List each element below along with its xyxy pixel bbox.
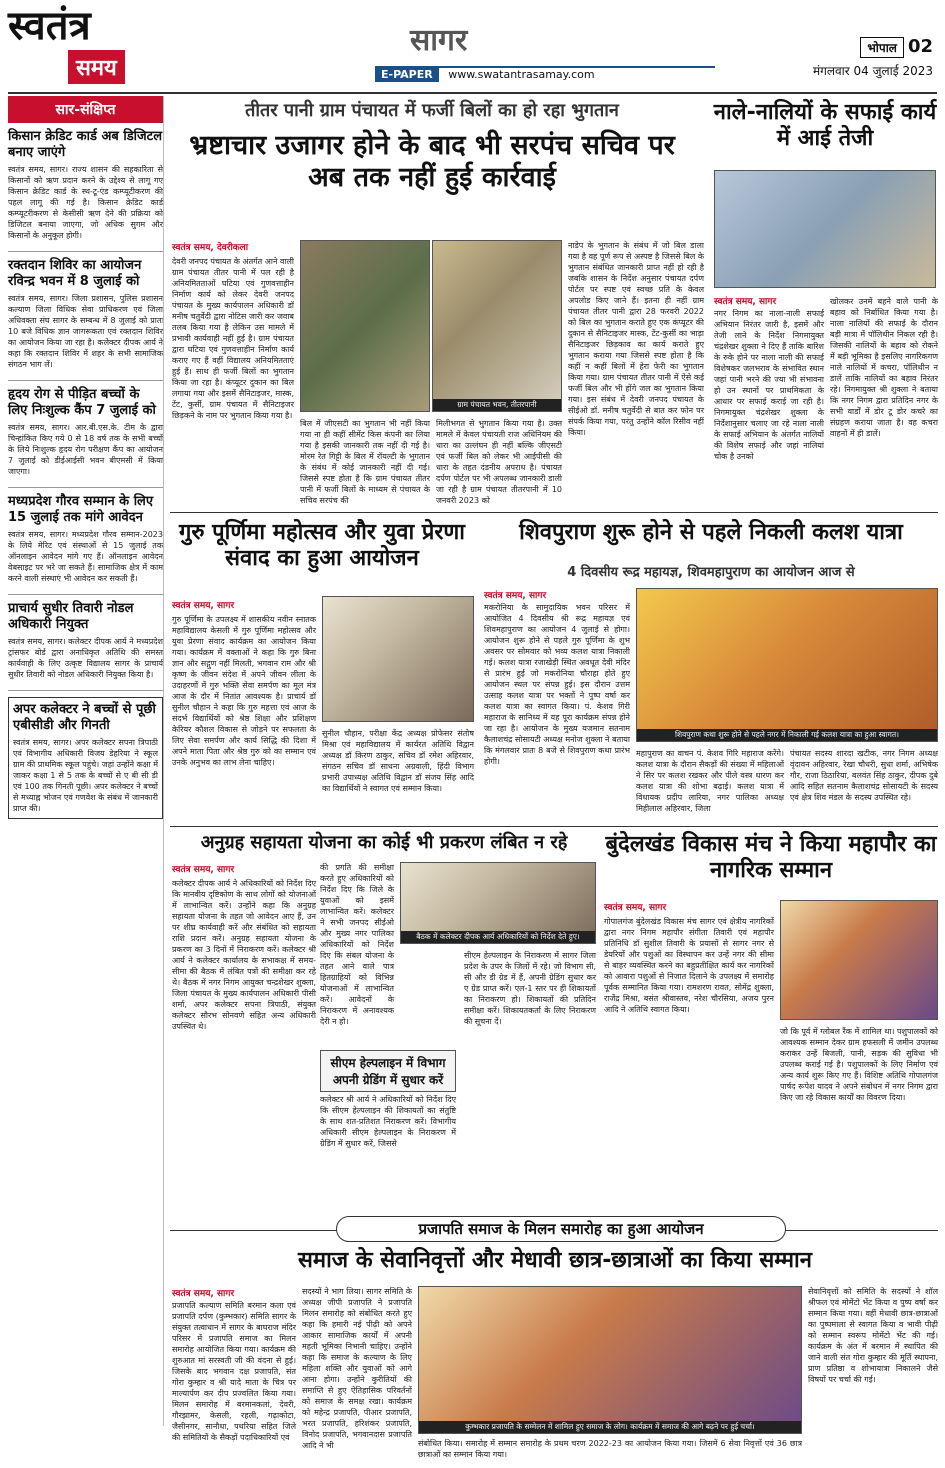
epaper-bar (375, 66, 715, 84)
story3-body-col2: सुनील चौहान, परीक्षा केंद्र अध्यक्ष प्रोफेसर संतोष मिश्रा एवं महाविद्यालय में कार्यरत अतिथि विद्वान अध्यक्ष डॉ किरण ठाकुर, सचिव डॉ रमेश अहिरवार, संगठन सचिव डॉ साधना अग्रवाली, हिंदी विभाग प्रभारी उपाध्यक्ष अतिथि विद्वान डॉ संजय सिंह आदि का विद्यार्थियों ने स्वागत एवं सम्मान किया। (322, 729, 474, 793)
story4-photo-caption: शिवपुराण कथा शुरू होने से पहले नगर में निकाली गई कलश यात्रा का हुआ स्वागत। (637, 729, 937, 741)
brief-divider (8, 487, 163, 488)
masthead-divider (8, 92, 937, 94)
story4-byline: स्वतंत्र समय, सागर (484, 591, 547, 601)
story4-body-col2: महापुराण का वाचन पं. केशव गिरि महाराज करेंगे। कलश यात्रा के दौरान सैकड़ों की संख्या में महिलाओं ने सिर पर कलश रखकर और पीले वस्त्र धारण कर कलश यात्रा की शोभा बढ़ाई। कलश यात्रा में विधायक प्रदीप लारिया, नगर पालिका अध्यक्ष मिहीलाल अहिरवार, जिला (636, 749, 784, 813)
brief-title: रक्तदान शिविर का आयोजन रविन्द्र भवन में 8 जुलाई को (8, 258, 142, 289)
section-divider (170, 826, 938, 827)
story2-body-col1: नगर निगम का नाला-नाली सफाई अभियान निरंतर जारी है, इसमें और तेजी लाने के निर्देश निगमायुक्त चंद्रशेखर शुक्ला ने दिए हैं ताकि बारिश के रुके होने पर नाला नाली की सफाई विशेषकर जलभराव के संभावित स्थान जहां पानी भरने की ज्या भी संभावना हो उन स्थानों पर प्राथमिकता के आधार पर सफाई कराई जा रही है। निगमायुक्त चंद्रशेखर शुक्ला के निर्देशानुसार चलाए जा रहे नाला नाली के सफाई अभियान के अंतर्गत नालियों की विशेष सफाई और जहां नालियां चोक है उनको (714, 309, 824, 461)
story1-body-col2: बिल में जीएसटी का भुगतान भी नहीं किया गया ना ही कहीं सीमेंट किस कंपनी का लिया गया है इसकी जानकारी तक नहीं दी गई है। मोरम रेत गिट्टी के बिल में रॉयल्टी के भुगतान के संबंध में कोई जानकारी नहीं दी गई। जिससे स्पष्ट होता है कि ग्राम पंचायत तीतर पानी में फर्जी बिलों के माध्यम से पंचायत के सचिव सरपंच की (300, 419, 430, 505)
story2-photo (714, 170, 936, 288)
story4-headline: शिवपुराण शुरू होने से पहले निकली कलश यात्रा (519, 520, 903, 545)
story5-headline: अनुग्रह सहायता योजना का कोई भी प्रकरण लंबित न रहे (200, 832, 568, 853)
story7-kicker: प्रजापति समाज के मिलन समारोह का हुआ आयोजन (336, 1216, 786, 1242)
story6-body-col1: गोपालगंज बुंदेलखंड विकास मंच सागर एवं क्षेत्रीय नागरिकों द्वारा नगर निगम महापौर संगीता तिवारी एवं महापौर प्रतिनिधि डॉ सुशील तिवारी के प्रयासों से सागर नगर से डेयरियों और पशुओं का विस्थापन कर उन्हें नगर की सीमा से बाहर व्यवस्थित करने का बहुप्रतीक्षित कार्य कर नागरिकों को आवारा पशुओं से निजात दिलाने के उपलक्ष्य में समारोह पूर्वक सम्मानित किया गया। रामशरण रावत, सोमेंद्र शुक्ला, राजेंद्र मिश्रा, बसंत श्रीवास्तव, नरेश चौरसिया, अजय पुरन आदि ने अतिथि स्वागत किया। (604, 917, 774, 1014)
brief-title: किसान क्रेडिट कार्ड अब डिजिटल बनाए जाएंगे (8, 129, 163, 160)
brief-body: स्वतंत्र समय, सागर। मध्यप्रदेश गौरव सम्मान-2023 के लिये मेरिट एवं संस्थाओं से 15 जुलाई तक ऑनलाइन आवेदन मांगे गए हैं। ऑनलाइन आवेदन वेबसाइट पर भरे जा सकते हैं। सामाजिक क्षेत्र में काम करने वाली संस्थाएं भी आवेदन कर सकती हैं। (8, 530, 163, 583)
brief-body: स्वतंत्र समय, सागर। जिला प्रशासन, पुलिस प्रशासन कल्याण जिला विधिक सेवा प्राधिकरण एवं जिला अधिवक्ता संघ सागर के सम्बन्ध में 8 जुलाई को प्रातः 10 बजे विधिक ज्ञान जागरूकता एवं रक्तदान शिविर का आयोजन किया जा रहा है। कलेक्टर दीपक आर्य ने कहा कि रक्तदान शिविर में शहर के सभी सामाजिक संगठन भाग लें। (8, 294, 163, 369)
story1-kicker: तीतर पानी ग्राम पंचायत में फर्जी बिलों का हो रहा भुगतान (245, 100, 619, 121)
brief-body: स्वतंत्र समय, सागर। कलेक्टर दीपक आर्य ने मध्यप्रदेश ट्रांसफर बोर्ड द्वारा अनाधिकृत अतिथि की समस्त कार्यवाही के लिए उत्कृष्ट विद्यालय सागर के प्राचार्य सुधीर तिवारी को नोडल अधिकारी नियुक्त किया है। (8, 637, 163, 679)
story7-headline: समाज के सेवानिवृत्तों और मेधावी छात्र-छात्राओं का किया सम्मान (298, 1248, 812, 1273)
story6-byline: स्वतंत्र समय, सागर (604, 903, 667, 913)
story5-body-col1: कलेक्टर दीपक आर्य ने अधिकारियों को निर्देश दिए कि मानवीय दृष्टिकोण के साथ लोगों को योजनाओं में लाभान्वित करें। उन्होंने कहा कि अनुग्रह सहायता योजना के तहत जो आवेदन आए हैं, उन पर शीघ्र कार्यवाही करें और संबंधित को सहायता राशि प्रदान करें। अनुग्रह सहायता योजना के प्रकरण का 3 दिनों में निराकरण करें। कलेक्टर श्री आर्य ने कलेक्टर कार्यालय के सभाकक्ष में समय-सीमा की बैठक में लंबित पत्रों की समीक्षा कर रहे थे। बैठक में नगर निगम आयुक्त चन्द्रशेखर शुक्ला, जिला पंचायत के मुख्य कार्यपालन अधिकारी पीसी शर्मा, अपर कलेक्टर सपना त्रिपाठी, संयुक्त कलेक्टर सौरभ सोनवणे सहित अन्य अधिकारी उपस्थित थे। (172, 879, 316, 1031)
story5-inbox-heading: सीएम हेल्पलाइन में विभाग अपनी ग्रेडिंग में सुधार करें (320, 1050, 456, 1092)
brief-body: स्वतंत्र समय, सागर। राज्य शासन की सहकारिता से किसानों को ऋण प्रदान करने के उद्देश्य से लागू गए किसान क्रेडिट कार्ड के स्थ-टू-एंड कम्प्यूटीकरण की पहल लागू की गई है। किसान क्रेडिट कार्ड कम्प्यूटरीकरण से केसीसी ऋण देने की प्रक्रिया को डिजिटल बनाया जाएगा, जो अधिक सुगम और किसानों के अनुकूल होगी। (8, 165, 163, 240)
story3-body-col1: गुरु पूर्णिमा के उपलक्ष्य में शासकीय नवीन स्नातक महाविद्यालय केसली में गुरु पूर्णिमा महोत्सव और युवा प्रेरणा संवाद कार्यक्रम का आयोजन किया गया। कार्यक्रम में वक्ताओं ने कहा कि गुरु बिना ज्ञान और सद्गुण नहीं मिलती, भगवान राम और श्री कृष्ण के जीवन संदेश में अपने जीवन लीला के उदाहरणों में गुरु भक्ति सेवा समर्पण का मूल मंत्र आज के दौर में नितांत आवश्यक है। प्राचार्य डॉ सुनील चौहान ने कहा कि गुरु महत्ता एवं आज के संदर्भ विद्यार्थियों को श्रेष्ठ शिक्षा और प्रशिक्षण केरियर कौशल विकास से जोड़ने पर सफलता के लिए सेवा समर्पण और कार्य सिद्धि की दिशा में अपने माता पिता और श्रेष्ठ गुरु को का सम्मान एवं उनके अनुभव का लाभ लेना चाहिए। (172, 615, 316, 767)
brief-divider (8, 251, 163, 252)
brief-item (8, 387, 163, 477)
story7-photo-caption: कुम्भकार प्रजापति के सम्मेलन में शामिल हुए समाज के लोग। कार्यक्रम में समाज की आगे बढ़ने पर हुई चर्चा। (419, 1421, 801, 1433)
story4-photo (636, 588, 938, 742)
page-number: 02 (907, 36, 933, 57)
brief-divider (8, 380, 163, 381)
brief-item (8, 601, 163, 680)
story5-body-col2: की प्रगति की समीक्षा करते हुए अधिकारियों को निर्देश दिए कि जिले के युवाओं को इसमें लाभान्वित करें। कलेक्टर ने सभी जनपद सीईओ और मुख्य नगर पालिका अधिकारियों को निर्देश दिए कि संबल योजना के तहत आने वाले पात्र हितग्राहियों को विभिन्न योजनाओं में लाभान्वित करें। आवेदनों के निराकरण में अनावश्यक देरी न हो। (320, 863, 394, 1026)
story5-photo-caption: बैठक में कलेक्टर दीपक आर्य अधिकारियों को निर्देश देते हुए। (401, 931, 595, 943)
brief-item (8, 258, 163, 370)
brief-item-boxed (8, 697, 163, 819)
story1-photo-caption: ग्राम पंचायत भवन, तीतरपानी (433, 399, 561, 411)
brief-title: अपर कलेक्टर ने बच्चों से पूछी एबीसीडी और गिनती (13, 702, 156, 733)
story1-field-photo (300, 240, 430, 412)
issue-date: मंगलवार 04 जुलाई 2023 (812, 64, 933, 78)
brief-body: स्वतंत्र समय, सागर। आर.बी.एस.के. टीम के द्वारा चिन्हांकित किए गये 0 से 18 वर्ष तक के सभी बच्चों के लिये निःशुल्क हृदय रोग परीक्षण कैंप का आयोजन 7 जुलाई को डीईआईसी भवन बीएमसी में किया जाएगा। (8, 423, 163, 476)
brief-title: मध्यप्रदेश गौरव सम्मान के लिए 15 जुलाई तक मांगे आवेदन (8, 494, 154, 525)
section-divider (170, 512, 938, 513)
story7-bottom-line: संबोधित किया। समारोह में सम्मान समारोह के प्रथम चरण 2022-23 का आयोजन किया गया। जिसमें 6 सेवा निवृत्तों एवं 36 छात्र छात्राओं का सम्मान किया गया। (418, 1439, 802, 1459)
brief-divider (8, 594, 163, 595)
story3-byline: स्वतंत्र समय, सागर (172, 601, 235, 611)
brief-body: स्वतंत्र समय, सागर। अपर कलेक्टर सपना त्रिपाठी एवं विभागीय अधिकारी विजय डेहरिया ने स्कूल ग्राम की प्राथमिक स्कूल पहुंचे। जहां उन्होंने कक्षा में जाकर कक्षा 1 से 5 तक के बच्चों से ए बी सी डी एवं 100 तक गिनती पूछी। अपर कलेक्टर ने बच्चों से मध्याह्न भोजन एवं गणवेश के संबंध में जानकारी प्राप्त की। (13, 738, 158, 813)
brief-divider (8, 690, 163, 691)
story5-body-col4: कलेक्टर श्री आर्य ने अधिकारियों को निर्देश दिए कि सीएम हेल्पलाइन की शिकायतों का संतुष्टि के साथ शत-प्रतिशत निराकरण करें। विभागीय अधिकारी सीएम हेल्पलाइन के निराकरण में ग्रेडिंग में सुधार करें, जिससे (320, 1095, 456, 1148)
page-info (813, 36, 933, 79)
story2-headline: नाले-नालियों के सफाई कार्य में आई तेजी (713, 100, 937, 152)
story7-photo (418, 1286, 802, 1434)
newspaper-logo (8, 4, 158, 90)
story4-body-col3: पंचायत सदस्य शारदा खटीक, नगर निगम अध्यक्ष वृंदावन अहिरवार, रेखा चौधरी, सुधा शर्मा, अभिषेक गौर, राजा ठिठारिया, बलवंत सिंह ठाकुर, दीपक दुबे आदि सहित सतनाम कैलाशचंद्र सोसायटी के सदस्य एवं क्षेत्र शिव मंडल के सदस्य उपस्थित रहे। (790, 749, 938, 802)
logo-bottom-text: समय (68, 50, 125, 84)
story4-subhead: 4 दिवसीय रूद्र महायज्ञ, शिवमहापुराण का आयोजन आज से (567, 565, 855, 580)
story7-body-col3: सेवानिवृत्तों को समिति के सदस्यों ने शॉल श्रीफल एवं मोमेंटो भेंट किया व पुष्प वर्षा कर सम्मान किया गया। वहीं मेधावी छात्र-छात्राओं का पुष्पमाला से स्वागत किया व भावी पीढ़ी को सम्मान स्वरूप मोमेंटो भेंट की गई। कार्यक्रम के अंत में बरमान में स्थापित की जाने वाली संत गोरा कुम्हार की मूर्ति स्थापना, प्राण प्रतिष्ठा व शोभायात्रा निकालने जैसे विषयों पर चर्चा की गई। (808, 1287, 938, 1384)
story1-byline: स्वतंत्र समय, देवरीकला (172, 243, 249, 253)
sidebar-briefs (8, 96, 164, 1426)
story6-body-col2: जो कि पूर्व में ग्लोबल रैंक में शामिल था। पशुपालकों को आवश्यक सम्मान देकर ग्राम हफसली में जमीन उपलब्ध कराकर उन्हें बिजली, पानी, सड़क की सुविधा भी उपलब्ध कराई गई है। पशुपालकों के लिए निर्माण एवं अन्य कार्य शुरू किए गए हैं। विशिष्ट अतिथि गोपालगंज पार्षद रूपेश यादव ने अपने संबोधन में नगर निगम द्वारा किए जा रहे विकास कार्यों का विवरण दिया। (780, 1027, 938, 1102)
brief-title: प्राचार्य सुधीर तिवारी नोडल अधिकारी नियुक्त (8, 601, 134, 632)
brief-item (8, 494, 163, 584)
story5-body-col3: सीएम हेल्पलाइन के निराकरण में सागर जिला प्रदेश के उपर के जिलों में रहे। जो विभाग सी, सी और डी ग्रेड में हैं, अपनी ग्रेडिंग सुधार कर ए ग्रेड प्राप्त करें। एल-1 स्तर पर ही शिकायतों का निराकरण हो। शिकायतों की प्रतिदिन समीक्षा करें। शिकायतकर्ता के लिए निराकरण की सूचना दें। (464, 951, 596, 1026)
story2-byline: स्वतंत्र समय, सागर (714, 297, 777, 307)
sidebar-heading: सार-संक्षिप्त (8, 96, 163, 123)
story7-body-col2: सदस्यों ने भाग लिया। सागर समिति के अध्यक्ष जीपी प्रजापति ने प्रजापति मिलन समारोह को संबोधित करते हुए कहा कि हमारी नई पीढ़ी को अपने आकार सामाजिक कार्यों में अपनी महती भूमिका निभानी चाहिए। उन्होंने कहा कि समाज के कल्याण के लिए महिला शक्ति और युवाओं को आगे आना होगा। उन्होंने कुरीतियों की समाप्ति से हुए ऐतिहासिक परिवर्तनों को समाज के समक्ष रखा। कार्यक्रम को महेन्द्र प्रजापति, पीआर प्रजापति, भरत प्रजापति, हरिशंकर प्रजापति, विनोद प्रजापति, भगवानदास प्रजापति आदि ने भी (302, 1287, 412, 1450)
story1-headline: भ्रष्टाचार उजागर होने के बाद भी सरपंच सचिव पर अब तक नहीं हुई कार्रवाई (189, 130, 675, 194)
story7-body-col1: प्रजापति कल्याण समिति बरमान कला एवं प्रजापति दर्पण (कुम्भकार) समिति सागर के संयुक्त तत्वाधान में सागर के बाघराज मंदिर परिसर में प्रजापति समाज का मिलन समारोह आयोजित किया गया। कार्यक्रम की शुरुआत मां सरस्वती जी की वंदना से हुई। जिसके बाद भगवान दक्ष प्रजापति, संत गोरा कुम्हार व श्री यादे माता के चित्र पर माल्यार्पण कर दीप प्रज्वलित किया गया। मिलन समारोह में बरमानकलां, देवरी, गौरझामर, केसली, रहली, गढ़ाकोटा, जैसीनगर, सानौधा, पथरिया सहित जिले की समितियों के सैकड़ों पदाधिकारियों एवं (172, 1301, 296, 1442)
story4-body-col1: मकरोनिया के सामुदायिक भवन परिसर में आयोजित 4 दिवसीय श्री रूद्र महायज्ञ एवं शिवमहापुराण का आयोजन 4 जुलाई से होगा। आयोजन शुरू होने से पहले गुरु पूर्णिमा के शुभ अवसर पर सोमवार को भव्य कलश यात्रा निकाली गई। कलश यात्रा रजाखेड़ी स्थित अवधूत देवी मंदिर से प्रारंभ हुई जो मकरोनिया चौराहा होते हुए आयोजन स्थल पर संपन्न हुई। इस दौरान उत्तम उत्साह कलश यात्रा पर भक्तों ने पुष्प वर्षा कर कलश यात्रा का स्वागत किया। पं. केशव गिरी महाराज के सानिध्य में यह पूरा कार्यक्रम संपन्न होने जा रहा है। आयोजन के मुख्य यजमान सतनाम कैलाशचंद्र सोसायटी अध्यक्ष मनोज शुक्ला ने बताया कि मंगलवार प्रातः 8 बजे से शिवपुराण कथा प्रारंभ होगी। (484, 603, 630, 766)
epaper-tag: E-PAPER (375, 67, 439, 82)
story3-photo (322, 596, 474, 722)
logo-top-text: स्वतंत्र (8, 2, 91, 49)
story1-building-photo (432, 240, 562, 412)
story7-byline: स्वतंत्र समय, सागर (172, 1289, 235, 1299)
story1-body-col3: मिलीभगत से भुगतान किया गया है। उक्त मामले में केवल पंचायती राज अधिनियम की धारा का उल्लंघन ही नहीं बल्कि जीएसटी एवं फर्जी बिल को लेकर भी आईपीसी की धारा के तहत दंडनीय अपराध है। पंचायत दर्पण पोर्टल पर भी अपलब्ध जानकारी डाली जा रही है ग्राम पंचायत तीतरपानी में 10 जनवरी 2023 को (436, 419, 562, 505)
brief-item (8, 129, 163, 241)
brief-title: हृदय रोग से पीड़ित बच्चों के लिए निःशुल्क कैंप 7 जुलाई को (8, 387, 156, 418)
story5-byline: स्वतंत्र समय, सागर (172, 865, 235, 875)
city-name: सागर (410, 23, 468, 58)
story1-body-col1: देवरी जनपद पंचायत के अंतर्गत आने वाली ग्राम पंचायत तीतर पानी में पल रही है अनियमितताओं घटिया एवं गुणवत्ताहीन निर्माण कार्य को लेकर देवरी जनपद पंचायत के मुख्य कार्यपालन अधिकारी डॉ मनीष चतुर्वेदी द्वारा नोटिस जारी कर जवाब तलब किया गया है लेकिन उस मामले में प्रभावी कार्यवाही नहीं हुई है। ग्राम पंचायत द्वारा घटिया एवं गुणवत्ताहीन निर्माण कार्य कराए गए हैं वहीं विद्यालय अनियमितताएं हुई हैं। साथ ही फर्जी बिलों का भुगतान किया जा रहा है। कंप्यूटर दुकान का बिल लगाया गया और इसमें सैनिटाइजर, मास्क, टेंट, कुर्सी, ग्राम पंचायत में सैनिटाइजर छिड़कने के नाम पर भुगतान किया गया है। (172, 257, 294, 420)
story6-headline: बुंदेलखंड विकास मंच ने किया महापौर का नागरिक सम्मान (605, 832, 937, 884)
story2-body-col2: खोलकर उनमें बहने वाले पानी के बहाव को निर्बाधित किया गया है। नाला नालियों की सफाई के दौरान बड़ी मात्रा में पॉलिथीन निकल रही है। जिसकी नालियों के बहाव को रोकने में बड़ी भूमिका है इसलिए नागरिकगण नाले नालियों में कचरा, पॉलिथीन न डालें ताकि नालियों का बहाव निरंतर रहे। निगमायुक्त श्री शुक्ला ने बताया कि नगर निगम द्वारा प्रतिदिन नगर के सभी वार्डों में डोर टू डोर कचरे का संग्रहण कराया जाता है। वह कचरा वाहनों में ही डालें। (830, 297, 938, 438)
story1-body-col4: नाडेप के भुगतान के संबंध में जो बिल डाला गया है वह पूर्ण रूप से अस्पष्ट है जिससे बिल के भुगतान संबंधित जानकारी प्राप्त नहीं हो रही है जबकि शासन के निर्देश अनुसार पंचायत दर्पण पोर्टल पर स्पष्ट एवं स्वच्छ प्रति के केवल अपलोड किए जाने हैं। इतना ही नहीं ग्राम पंचायत तीतर पानी द्वारा 28 फरवरी 2022 को बिल का भुगतान कराते हुए एक कंप्यूटर की दुकान से सैनिटाइजर मास्क, टेंट-कुर्सी का भाड़ा सैनिटाइजर छिड़काव का कार्य कराते हुए भुगतान कराया गया जिससे स्पष्ट होता है कि कहीं न कहीं बिलों में हेरा फेरी का भुगतान किया गया। ग्राम पंचायत तीतर पानी में ऐसे कई फर्जी बिल और भी होंगे जल का भुगतान किया गया। इस संबंध में देवरी जनपद पंचायत के सीईओ डॉ. मनीष चतुर्वेदी से बात कर फोन पर संपर्क किया गया, परंतु उन्होंने कॉल रिसीव नहीं किया। (568, 241, 704, 437)
website-link[interactable]: www.swatantrasamay.com (448, 68, 595, 81)
edition-label: भोपाल (860, 37, 904, 58)
story3-headline: गुरु पूर्णिमा महोत्सव और युवा प्रेरणा संवाद का हुआ आयोजन (178, 520, 466, 572)
story6-photo (780, 900, 938, 1020)
story5-photo (400, 862, 596, 944)
